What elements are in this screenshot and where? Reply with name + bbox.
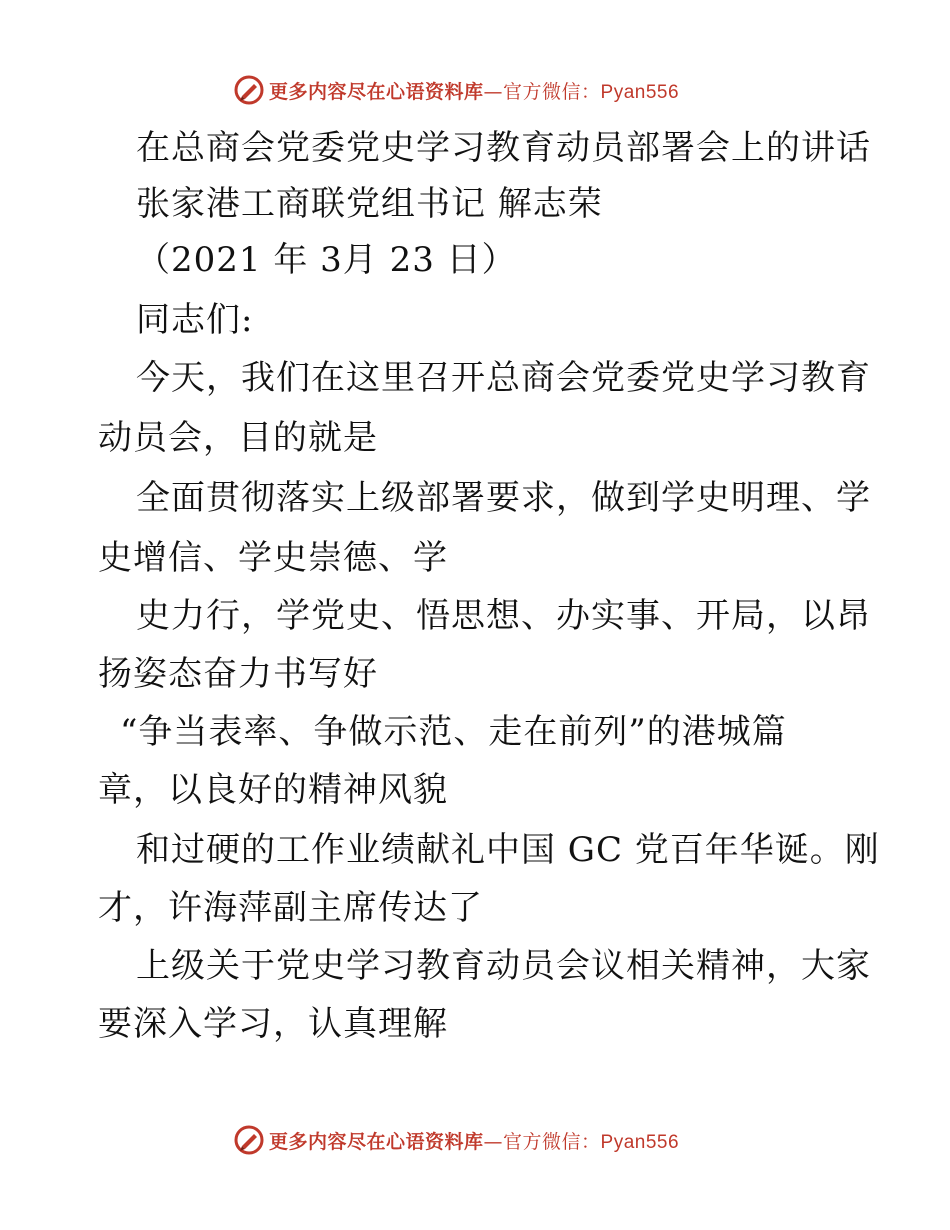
- paragraph-line: 上级关于党史学习教育动员会议相关精神，大家: [136, 946, 871, 986]
- banner-official-text: 官方微信：: [503, 80, 601, 103]
- pen-logo-icon: [233, 74, 265, 106]
- banner-site-text: 更多内容尽在心语资料库: [269, 1130, 484, 1153]
- banner-dash: —: [483, 80, 504, 103]
- pen-logo-icon: [233, 1124, 265, 1156]
- header-banner: [0, 70, 950, 110]
- banner-site-text: 更多内容尽在心语资料库: [269, 80, 484, 103]
- document-title: 在总商会党委党史学习教育动员部署会上的讲话: [136, 128, 871, 168]
- paragraph-line: 动员会，目的就是: [98, 418, 378, 458]
- document-author: 张家港工商联党组书记 解志荣: [136, 184, 603, 224]
- banner-wechat-id: Pyan556: [600, 81, 680, 103]
- paragraph-line: 才，许海萍副主席传达了: [98, 888, 483, 928]
- document-date: （2021 年 3月 23 日）: [136, 240, 517, 280]
- paragraph-line: 扬姿态奋力书写好: [98, 654, 378, 694]
- paragraph-line: 全面贯彻落实上级部署要求，做到学史明理、学: [136, 478, 871, 518]
- footer-banner: [0, 1120, 950, 1160]
- paragraph-line: 章，以良好的精神风貌: [98, 770, 448, 810]
- paragraph-line: “争当表率、争做示范、走在前列”的港城篇: [120, 712, 787, 752]
- banner-dash: —: [483, 1130, 504, 1153]
- paragraph-line: 和过硬的工作业绩献礼中国 GC 党百年华诞。刚: [136, 830, 880, 870]
- banner-official-text: 官方微信：: [503, 1130, 601, 1153]
- paragraph-line: 史力行，学党史、悟思想、办实事、开局，以昂: [136, 596, 871, 636]
- paragraph-line: 要深入学习，认真理解: [98, 1004, 448, 1044]
- paragraph-line: 今天，我们在这里召开总商会党委党史学习教育: [136, 358, 871, 398]
- paragraph-line: 史增信、学史崇德、学: [98, 538, 448, 578]
- document-salutation: 同志们:: [136, 300, 254, 340]
- banner-wechat-id: Pyan556: [600, 1131, 680, 1153]
